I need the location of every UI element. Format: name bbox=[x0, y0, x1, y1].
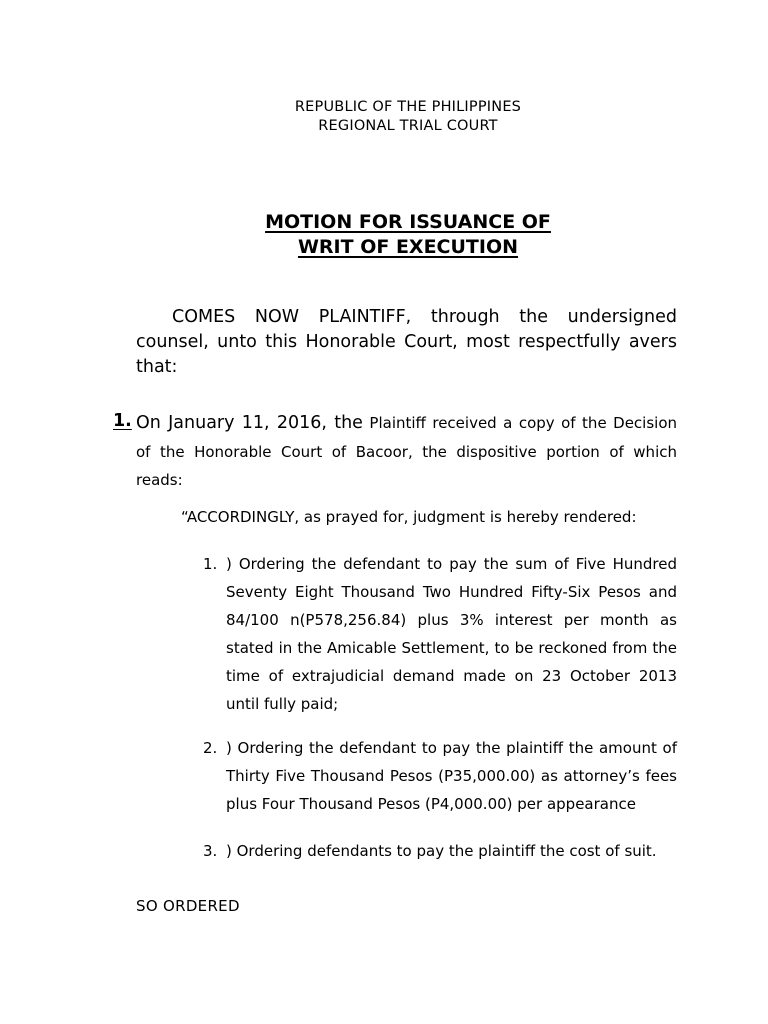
intro-text: COMES NOW PLAINTIFF, through the undersigned counsel, unto this Honorable Court, most respectfully avers that: bbox=[136, 307, 677, 377]
paragraph-body: Plaintiff received a copy of the Decision of the Honorable Court of Bacoor, the dispositive portion of which reads: bbox=[136, 414, 678, 489]
dispositive-item bbox=[181, 734, 677, 818]
paragraph-1 bbox=[136, 409, 677, 495]
header-court: REGIONAL TRIAL COURT bbox=[318, 118, 498, 134]
intro-paragraph bbox=[136, 305, 677, 380]
title-line-2: WRIT OF EXECUTION bbox=[297, 236, 519, 258]
paragraph-lead: On January 11, 2016, the bbox=[136, 413, 363, 433]
dispositive-item bbox=[181, 837, 677, 865]
dispositive-item bbox=[181, 550, 677, 718]
item-number: 3. bbox=[203, 842, 218, 860]
header-republic: REPUBLIC OF THE PHILIPPINES bbox=[294, 99, 522, 115]
item-text: ) Ordering the defendant to pay the sum of Five Hundred Seventy Eight Thousand Two Hundred Fifty-Six Pesos and 84/100 n(P578,256.84) plus 3% interest per month as stated in the Amicable Settlement, to be reckoned from the time of extrajudicial demand made on 23 October 2013 until fully paid; bbox=[226, 555, 677, 713]
item-number: 1. bbox=[203, 555, 218, 573]
paragraph-number: 1. bbox=[113, 411, 132, 431]
so-ordered: SO ORDERED bbox=[136, 897, 240, 915]
item-number: 2. bbox=[203, 739, 218, 757]
quote-opening: “ACCORDINGLY, as prayed for, judgment is hereby rendered: bbox=[181, 508, 637, 526]
item-text: ) Ordering defendants to pay the plaintiff the cost of suit. bbox=[226, 842, 657, 860]
title-line-1: MOTION FOR ISSUANCE OF bbox=[265, 211, 551, 233]
item-text: ) Ordering the defendant to pay the plaintiff the amount of Thirty Five Thousand Pesos (P35,000.00) as attorney’s fees plus Four Thousand Pesos (P4,000.00) per appearance bbox=[226, 739, 677, 813]
